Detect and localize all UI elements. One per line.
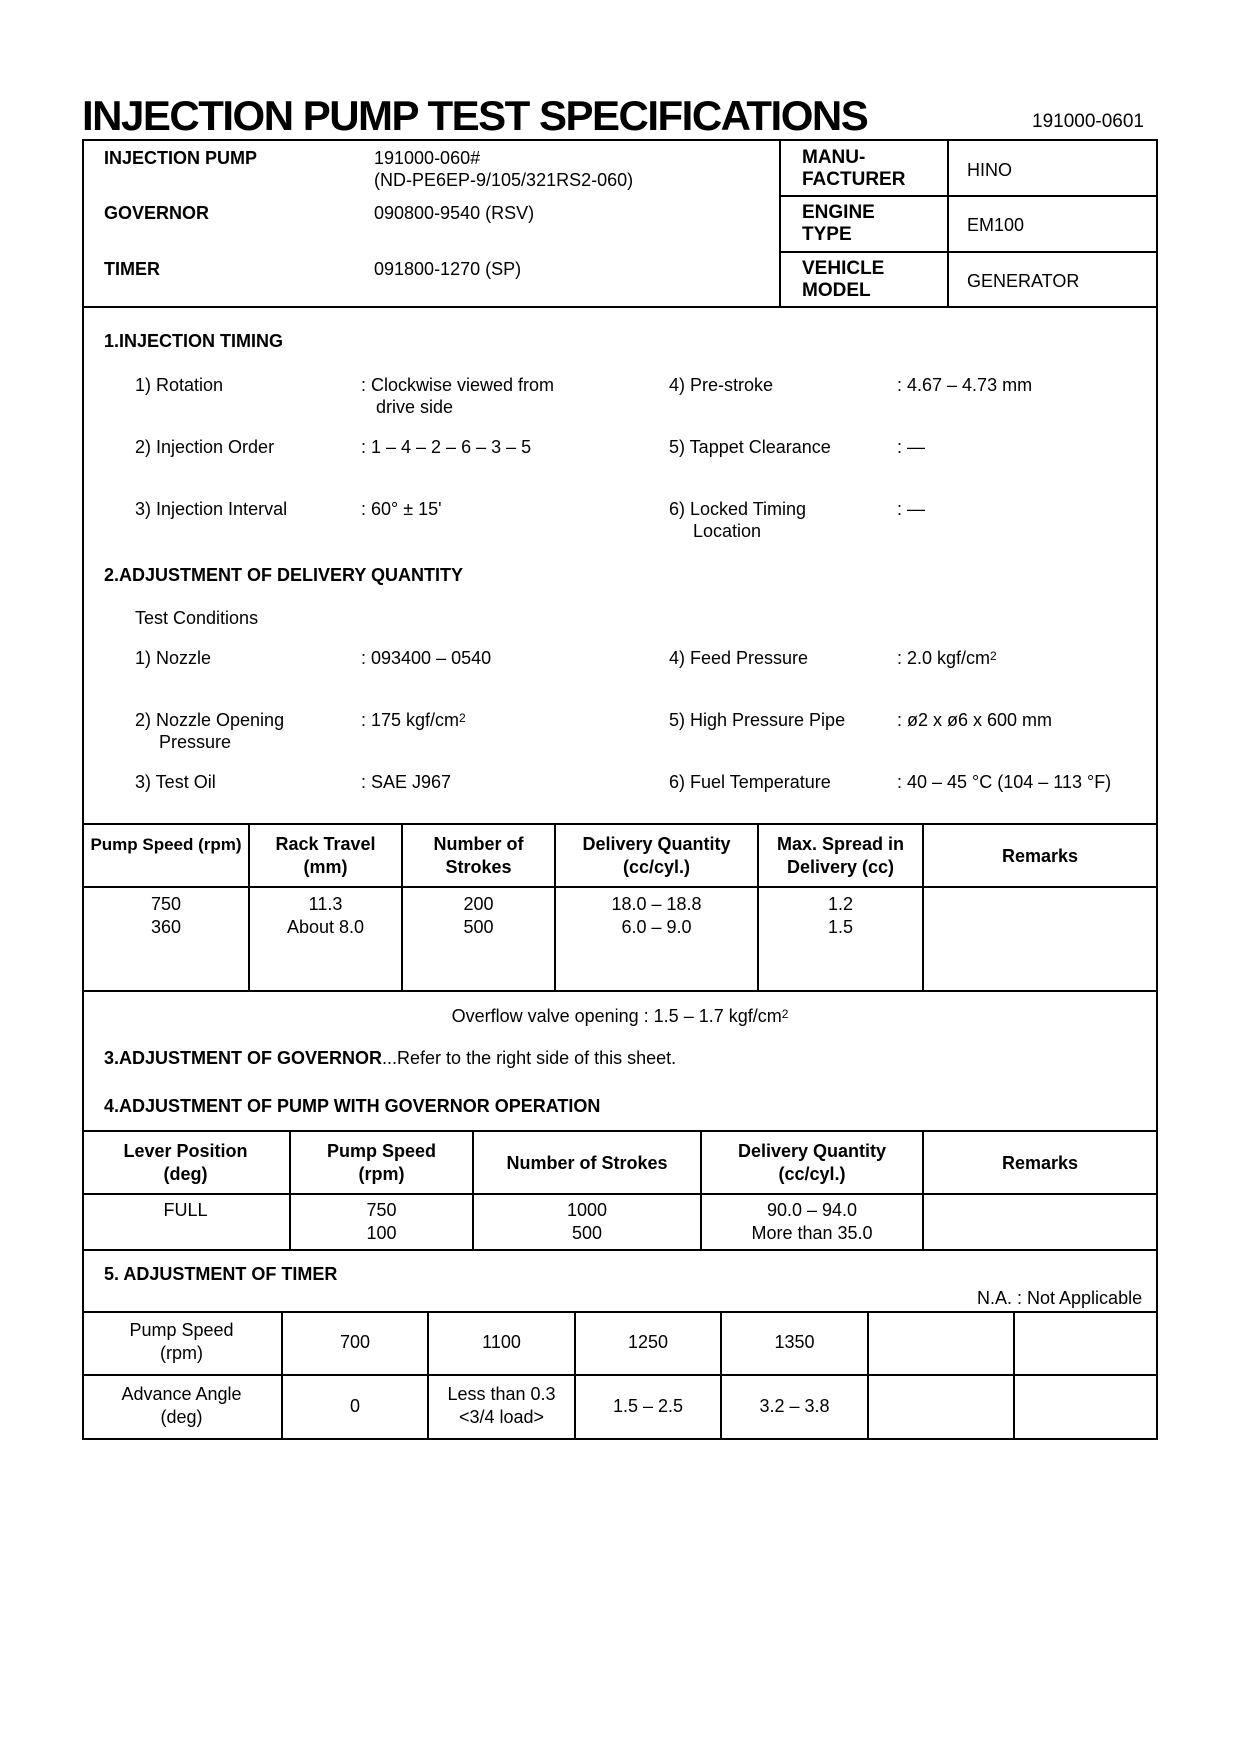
vehicle-model-value: GENERATOR: [967, 271, 1080, 291]
page-title: INJECTION PUMP TEST SPECIFICATIONS: [82, 92, 868, 139]
timer-angle-cell-note: <3/4 load>: [458, 1407, 545, 1427]
table1-header-spread: Max. Spread in: [776, 834, 905, 854]
vehicle-model-label-2: MODEL: [802, 280, 871, 301]
table1-cell: 11.3: [308, 894, 343, 914]
table2-cell: 500: [571, 1223, 603, 1243]
section-timer: 5. ADJUSTMENT OF TIMER: [104, 1264, 338, 1284]
table1-top: [82, 823, 1158, 825]
nozzle-value: : 093400 – 0540: [361, 648, 492, 668]
header-bottom: [82, 306, 1158, 308]
tappet-label: 5) Tappet Clearance: [669, 437, 831, 457]
frame-left: [82, 139, 84, 1440]
header-divider-2: [947, 139, 949, 307]
timer-label: TIMER: [104, 259, 160, 279]
table3-top: [82, 1311, 1158, 1313]
table1-header-strokes: Number of: [433, 834, 524, 854]
rotation-value: : Clockwise viewed from: [361, 375, 555, 395]
section-delivery-quantity: 2.ADJUSTMENT OF DELIVERY QUANTITY: [104, 565, 464, 585]
table3-mid: [82, 1374, 1158, 1376]
timer-speed-label: Pump Speed: [129, 1320, 234, 1340]
nozzle-label: 1) Nozzle: [135, 648, 212, 668]
overflow-valve-note: Overflow valve opening : 1.5 – 1.7 kgf/$cm^2$: [451, 1006, 789, 1026]
table1-cell: 1.2: [827, 894, 854, 914]
table1-cell: 500: [463, 917, 494, 937]
timer-angle-cell: Less than 0.3: [447, 1384, 556, 1404]
test-oil-label: 3) Test Oil: [135, 772, 216, 792]
prestroke-value: : 4.67 – 4.73 mm: [897, 375, 1033, 395]
table2-header-pump-speed: Pump Speed: [326, 1141, 437, 1161]
table2-header-lever: Lever Position: [123, 1141, 248, 1161]
table1-header-remarks: Remarks: [1001, 846, 1079, 866]
table2-header-strokes: Number of Strokes: [506, 1153, 668, 1173]
governor-label: GOVERNOR: [104, 203, 210, 223]
header-row-line: [779, 251, 1157, 253]
table1-cell: 750: [150, 894, 182, 914]
timer-angle-label: Advance Angle: [121, 1384, 242, 1404]
feed-pressure-value: : 2.0 kgf/$cm^2$: [897, 648, 997, 668]
test-oil-value: : SAE J967: [361, 772, 452, 792]
table2-header-delivery: Delivery Quantity: [737, 1141, 887, 1161]
table2-cell: 1000: [566, 1200, 608, 1220]
frame-top: [82, 139, 1158, 141]
injection-pump-value: 191000-060#: [374, 148, 481, 168]
prestroke-label: 4) Pre-stroke: [669, 375, 774, 395]
table3-bottom: [82, 1438, 1158, 1440]
injection-interval-value: : 60° ± 15': [361, 499, 442, 519]
table2-cell: More than 35.0: [751, 1223, 873, 1243]
not-applicable-note: N.A. : Not Applicable: [977, 1288, 1143, 1308]
locked-timing-label: 6) Locked Timing: [669, 499, 807, 519]
nozzle-opening-label: 2) Nozzle Opening: [135, 710, 285, 730]
table1-header-rack-travel-unit: (mm): [303, 857, 348, 877]
timer-angle-cell: 1.5 – 2.5: [612, 1396, 684, 1416]
engine-type-value: EM100: [967, 215, 1025, 235]
table1-header-pump-speed: Pump Speed (rpm): [90, 835, 242, 854]
table2-cell: 90.0 – 94.0: [766, 1200, 858, 1220]
locked-timing-label-2: Location: [693, 521, 762, 541]
table2-header-pump-speed-unit: (rpm): [358, 1164, 405, 1184]
table1-header-strokes-2: Strokes: [445, 857, 512, 877]
engine-type-label: ENGINE: [802, 202, 875, 223]
header-divider: [779, 139, 781, 307]
section-pump-governor-operation: 4.ADJUSTMENT OF PUMP WITH GOVERNOR OPERATION: [104, 1096, 601, 1116]
table2-top: [82, 1130, 1158, 1132]
injection-interval-label: 3) Injection Interval: [135, 499, 288, 519]
table1-header-rack-travel: Rack Travel: [275, 834, 376, 854]
table1-cell: About 8.0: [286, 917, 365, 937]
table3-col: [1013, 1311, 1015, 1439]
table2-cell: 750: [366, 1200, 397, 1220]
table1-header-spread-2: Delivery (cc): [786, 857, 895, 877]
table2-header-delivery-unit: (cc/cyl.): [778, 1164, 846, 1184]
table2-header-bottom: [82, 1193, 1158, 1195]
table2-header-remarks: Remarks: [1001, 1153, 1079, 1173]
table2-cell: FULL: [163, 1200, 208, 1220]
high-pressure-pipe-label: 5) High Pressure Pipe: [669, 710, 846, 730]
fuel-temperature-value: : 40 – 45 °C (104 – 113 °F): [897, 772, 1112, 792]
timer-speed-cell: 1100: [482, 1332, 521, 1352]
vehicle-model-label: VEHICLE: [802, 258, 885, 279]
injection-order-value: : 1 – 4 – 2 – 6 – 3 – 5: [361, 437, 532, 457]
manufacturer-label: MANU-: [802, 147, 866, 168]
table1-header-delivery: Delivery Quantity: [582, 834, 731, 854]
timer-value: 091800-1270 (SP): [374, 259, 522, 279]
document-number: 191000-0601: [1032, 111, 1144, 132]
timer-angle-cell: 3.2 – 3.8: [759, 1396, 830, 1416]
table1-bottom: [82, 990, 1158, 992]
header-row-line: [779, 195, 1157, 197]
timer-speed-unit: (rpm): [160, 1343, 203, 1363]
rotation-label: 1) Rotation: [135, 375, 224, 395]
nozzle-opening-label-2: Pressure: [159, 732, 232, 752]
section-injection-timing: 1.INJECTION TIMING: [104, 331, 284, 351]
timer-speed-cell: 1250: [627, 1332, 669, 1352]
timer-speed-cell: 700: [339, 1332, 371, 1352]
injection-order-label: 2) Injection Order: [135, 437, 275, 457]
injection-pump-model: (ND-PE6EP-9/105/321RS2-060): [374, 170, 634, 190]
table2-bottom: [82, 1249, 1158, 1251]
nozzle-opening-value: : 175 kgf/$cm^2$: [361, 710, 466, 730]
injection-pump-label: INJECTION PUMP: [104, 148, 258, 168]
manufacturer-value: HINO: [967, 160, 1012, 180]
manufacturer-label-2: FACTURER: [802, 169, 906, 190]
table1-cell: 360: [150, 917, 182, 937]
table1-cell: 18.0 – 18.8: [611, 894, 702, 914]
table1-cell: 200: [463, 894, 494, 914]
table1-cell: 1.5: [827, 917, 854, 937]
rotation-value-2: drive side: [376, 397, 454, 417]
table2-col: [922, 1130, 924, 1250]
table1-header-bottom: [82, 886, 1158, 888]
locked-timing-value: : —: [897, 499, 926, 519]
fuel-temperature-label: 6) Fuel Temperature: [669, 772, 831, 792]
frame-right: [1156, 139, 1158, 1440]
table2-cell: 100: [366, 1223, 397, 1243]
table3-col: [867, 1311, 869, 1439]
timer-speed-cell: 1350: [774, 1332, 815, 1352]
feed-pressure-label: 4) Feed Pressure: [669, 648, 809, 668]
timer-angle-unit: (deg): [160, 1407, 203, 1427]
table2-header-lever-unit: (deg): [163, 1164, 208, 1184]
table1-header-delivery-unit: (cc/cyl.): [622, 857, 691, 877]
engine-type-label-2: TYPE: [802, 224, 852, 245]
high-pressure-pipe-value: : ø2 x ø6 x 600 mm: [897, 710, 1053, 730]
tappet-value: : —: [897, 437, 926, 457]
timer-angle-cell: 0: [349, 1396, 360, 1416]
test-conditions-label: Test Conditions: [135, 608, 259, 628]
section-governor: 3.ADJUSTMENT OF GOVERNOR...Refer to the right side of this sheet.: [104, 1048, 677, 1068]
governor-value: 090800-9540 (RSV): [374, 203, 535, 223]
table1-cell: 6.0 – 9.0: [621, 917, 692, 937]
